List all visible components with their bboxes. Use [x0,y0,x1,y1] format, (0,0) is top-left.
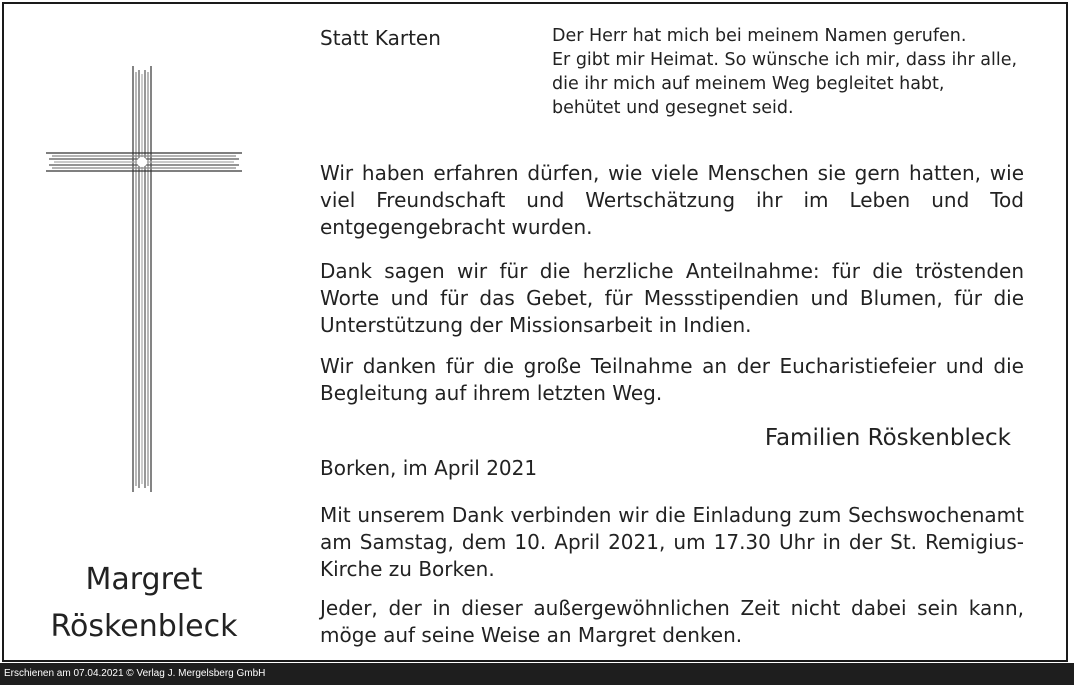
thanks-paragraph-3: Wir danken für die große Teilnahme an der Eucharistiefeier und die Begleitung auf ihrem letzten Weg. [320,354,1024,405]
cross-icon [44,66,244,492]
publication-footer: Erschienen am 07.04.2021 © Verlag J. Mergelsberg GmbH [0,663,1074,685]
verse-line: Er gibt mir Heimat. So wünsche ich mir, dass ihr alle, [552,50,1018,70]
statt-karten-label: Statt Karten [320,26,441,50]
verse-line: die ihr mich auf meinem Weg begleitet habt, [552,74,945,94]
deceased-first-name: Margret [85,562,203,597]
invitation-paragraph: Mit unserem Dank verbinden wir die Einladung zum Sechswochenamt am Samstag, dem 10. April 2021, um 17.30 Uhr in der St. Remigius-Kirche zu Borken. [320,503,1024,581]
place-date: Borken, im April 2021 [320,456,538,480]
family-signature: Familien Röskenbleck [764,425,1011,451]
thanks-paragraph-1: Wir haben erfahren dürfen, wie viele Menschen sie gern hatten, wie viel Freundschaft und Wertschätzung ihr im Leben und Tod entgegengebracht wurden. [320,161,1024,239]
bible-verse [552,24,1032,120]
thanks-paragraph-2: Dank sagen wir für die herzliche Anteilnahme: für die tröstenden Worte und für das Gebet, für Messstipendien und Blumen, für die Unterstützung der Missionsarbeit in Indien. [320,259,1024,337]
verse-line: Der Herr hat mich bei meinem Namen gerufen. [552,26,967,46]
closing-paragraph: Jeder, der in dieser außergewöhnlichen Zeit nicht dabei sein kann, möge auf seine Weise an Margret denken. [320,596,1024,647]
verse-line: behütet und gesegnet seid. [552,98,794,118]
deceased-last-name: Röskenbleck [50,609,238,644]
obituary-frame [2,2,1068,662]
